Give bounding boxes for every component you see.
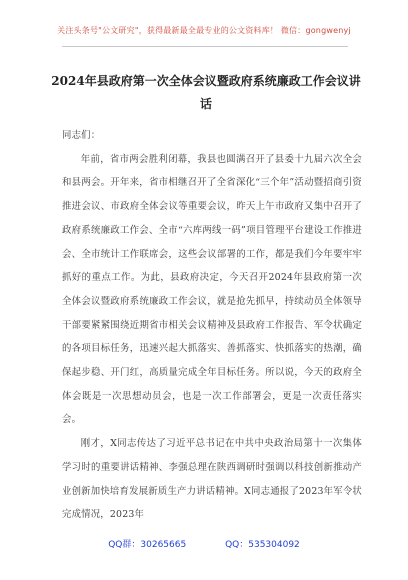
paragraph-1: 年前，省市两会胜利闭幕，我县也圆满召开了县委十九届六次全会和县两会。开年来，省市相继召开了全省深化“三个年”活动暨招商引资推进会议、市政府全体会议等重要会议，昨天上午市政府又集中召开了政府系统廉政工作会、全市“六库两线一码”项目管理平台建设工作推进会、全市统计工作联席会，这些会议部署的工作，都是我们今年要牢牢抓好的重点工作。为此，县政府决定，今天召开2024年县政府第一次全体会议暨政府系统廉政工作会议，就是抢先抓早，持续动员全体领导干部要紧紧围绕近期省市相关会议精神及县政府工作报告、军令状确定的各项目标任务，迅速兴起大抓落实、善抓落实、快抓落实的热潮，确保起步稳、开门红，高质量完成全年目标任务。所以说，今天的政府全体会既是一次思想动员会，也是一次工作部署会，更是一次责任落实会。 bbox=[62, 153, 362, 426]
promo-header-notice: 关注头条号"公文研究"，获得最新最全最专业的公文资料库！ 微信：gongwenyj bbox=[57, 26, 351, 35]
paragraph-2: 刚才，X同志传达了习近平总书记在中共中央政治局第十一次集体学习时的重要讲话精神、李强总理在陕西调研时强调以科技创新推动产业创新加快培育发展新质生产力讲话精神。X同志通报了2023年军令状完成情况，2023年 bbox=[62, 438, 362, 521]
footer-qq-group: QQ群：30265665 bbox=[108, 540, 187, 550]
header-divider bbox=[62, 46, 348, 47]
footer-contact bbox=[0, 537, 408, 550]
greeting: 同志们： bbox=[62, 130, 101, 141]
footer-qq: QQ：535304092 bbox=[225, 540, 300, 550]
document-title: 2024年县政府第一次全体会议暨政府系统廉政工作会议讲话 bbox=[51, 74, 361, 111]
document-body bbox=[62, 124, 362, 527]
